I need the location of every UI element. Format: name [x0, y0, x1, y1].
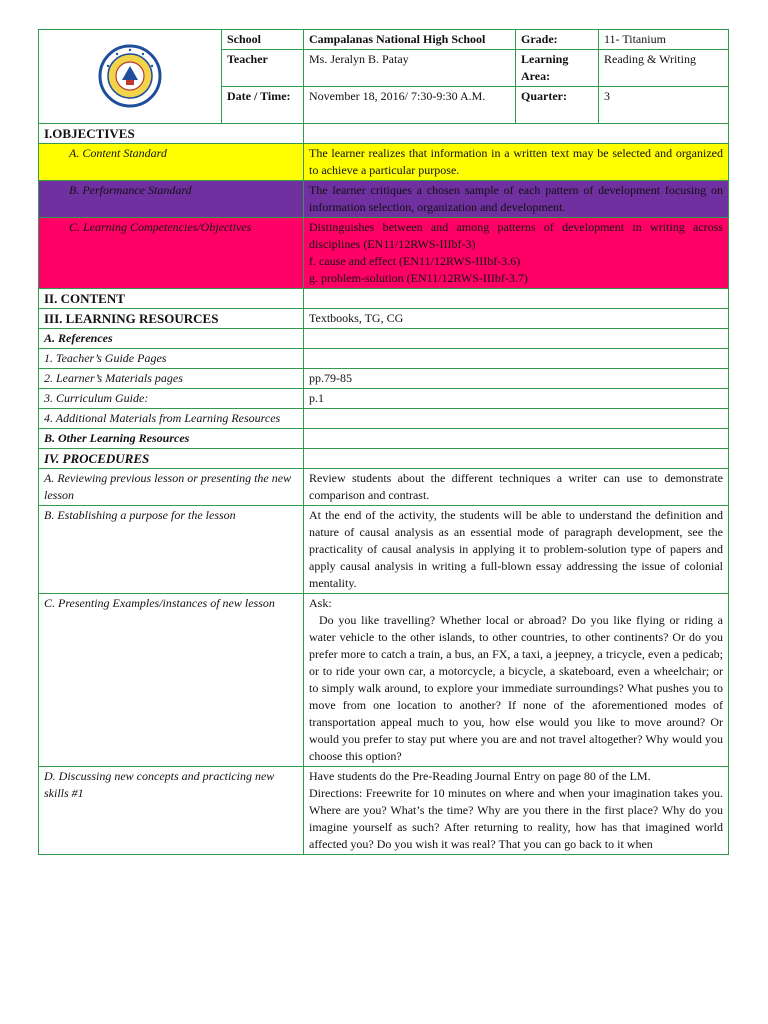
quarter-label: Quarter:: [516, 87, 599, 124]
references-value: [304, 329, 729, 349]
additional-materials-value: [304, 409, 729, 429]
other-resources-label: B. Other Learning Resources: [39, 429, 304, 449]
teacher-label: Teacher: [222, 50, 304, 87]
competencies-problem-solution: g. problem-solution (EN11/12RWS-IIIbf-3.7): [309, 271, 528, 285]
resources-value: Textbooks, TG, CG: [304, 309, 729, 329]
learning-area-value: Reading & Writing: [599, 50, 729, 87]
lm-pages-row: [39, 369, 729, 389]
procedure-b-label: B. Establishing a purpose for the lesson: [39, 506, 304, 594]
lm-pages-label: 2. Learner’s Materials pages: [39, 369, 304, 389]
date-value: November 18, 2016/ 7:30-9:30 A.M.: [304, 87, 516, 124]
objectives-heading-value: [304, 124, 729, 144]
procedure-c-text: [304, 594, 729, 767]
procedures-heading-value: [304, 449, 729, 469]
procedure-d-row: [39, 767, 729, 855]
resources-heading: III. LEARNING RESOURCES: [39, 309, 304, 329]
competencies-row: [39, 218, 729, 289]
content-standard-row: [39, 144, 729, 181]
lesson-plan: [38, 29, 728, 855]
cg-value: p.1: [304, 389, 729, 409]
grade-value: 11- Titanium: [599, 30, 729, 50]
cg-row: [39, 389, 729, 409]
competencies-label: C. Learning Competencies/Objectives: [39, 218, 304, 289]
competencies-cause-effect: f. cause and effect (EN11/12RWS-IIIbf-3.6): [309, 254, 521, 268]
competencies-main: Distinguishes between and among patterns of development in writing across disciplines (EN11/12RWS-IIIbf-3): [309, 220, 723, 251]
procedure-a-row: [39, 469, 729, 506]
header-row-school: [39, 30, 729, 50]
procedure-b-text: At the end of the activity, the students will be able to understand the definition and nature of causal analysis as an essential mode of paragraph development, see the practicality of causal analysis in applying it to problem-solution type of papers and apply causal analysis in writing a full-blown essay addressing the issue of colonial mentality.: [304, 506, 729, 594]
content-standard-label: A. Content Standard: [39, 144, 304, 181]
quarter-value: 3: [599, 87, 729, 124]
content-row: [39, 289, 729, 309]
grade-label: Grade:: [516, 30, 599, 50]
procedure-d-label: D. Discussing new concepts and practicing new skills #1: [39, 767, 304, 855]
procedures-heading-row: [39, 449, 729, 469]
other-resources-row: [39, 429, 729, 449]
resources-row: [39, 309, 729, 329]
tg-pages-label: 1. Teacher’s Guide Pages: [39, 349, 304, 369]
procedure-b-row: [39, 506, 729, 594]
teacher-value: Ms. Jeralyn B. Patay: [304, 50, 516, 87]
school-value: Campalanas National High School: [304, 30, 516, 50]
content-standard-text: The learner realizes that information in a written text may be selected and organized to achieve a particular purpose.: [304, 144, 729, 181]
learning-area-label: Learning Area:: [516, 50, 599, 87]
references-label: A. References: [39, 329, 304, 349]
content-value: [304, 289, 729, 309]
objectives-heading-row: [39, 124, 729, 144]
procedures-heading: IV. PROCEDURES: [39, 449, 304, 469]
performance-standard-row: [39, 181, 729, 218]
seal-cell: [39, 30, 222, 124]
performance-standard-label: B. Performance Standard: [39, 181, 304, 218]
additional-materials-label: 4. Additional Materials from Learning Resources: [39, 409, 304, 429]
procedure-c-ask: Ask:: [309, 596, 332, 610]
procedure-a-label: A. Reviewing previous lesson or presenting the new lesson: [39, 469, 304, 506]
content-heading: II. CONTENT: [39, 289, 304, 309]
procedure-d-directions: Directions: Freewrite for 10 minutes on where and when your imagination takes you. Where are you? What’s the time? Why are you there in the first place? Why do you imagine yourself as such? After returning to reality, how has that imagined world affected you? Do you wish it was real? That you can go back to it when: [309, 786, 723, 851]
competencies-text: [304, 218, 729, 289]
tg-pages-value: [304, 349, 729, 369]
tg-pages-row: [39, 349, 729, 369]
procedure-a-text: Review students about the different techniques a writer can use to demonstrate comparison and contrast.: [304, 469, 729, 506]
other-resources-value: [304, 429, 729, 449]
references-row: [39, 329, 729, 349]
procedure-c-label: C. Presenting Examples/instances of new lesson: [39, 594, 304, 767]
lm-pages-value: pp.79-85: [304, 369, 729, 389]
additional-materials-row: [39, 409, 729, 429]
deped-seal-icon: [98, 44, 162, 108]
cg-label: 3. Curriculum Guide:: [39, 389, 304, 409]
performance-standard-text: The learner critiques a chosen sample of each pattern of development focusing on information selection, organization and development.: [304, 181, 729, 218]
procedure-d-text: [304, 767, 729, 855]
school-label: School: [222, 30, 304, 50]
date-label: Date / Time:: [222, 87, 304, 124]
procedure-c-row: [39, 594, 729, 767]
objectives-heading: I.OBJECTIVES: [39, 124, 304, 144]
lesson-plan-table: [38, 29, 729, 855]
procedure-c-questions: Do you like travelling? Whether local or abroad? Do you like flying or riding a water vehicle to the other islands, to other countries, to other continents? Or do you prefer more to catch a train, a bus, an FX, a taxi, a jeepney, a tricycle, even a pedicab; or to ride your own car, a motorcycle, a bicycle, a skateboard, even a wheelchair; or to simply walk around, to explore your immediate surroundings? What pushes you to move from one location to another? If none of the aforementioned modes of transportation appeal much to you, how else would you like to move around? Or would you prefer to stay put where you are and not travel altogether? Why would you choose this option?: [309, 613, 723, 763]
procedure-d-instruction: Have students do the Pre-Reading Journal Entry on page 80 of the LM.: [309, 769, 651, 783]
